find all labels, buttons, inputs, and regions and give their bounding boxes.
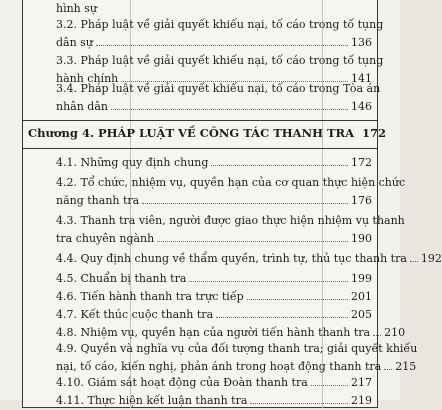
toc-entry bbox=[56, 340, 418, 376]
toc-page-number: 205 bbox=[351, 308, 372, 321]
toc-entry-text: dân sự bbox=[56, 36, 93, 49]
section-divider bbox=[22, 148, 378, 149]
toc-entry-text: 4.6. Tiến hành thanh tra trực tiếp bbox=[56, 290, 244, 303]
toc-entry-text: tra chuyên ngành bbox=[56, 232, 155, 245]
toc-entry bbox=[56, 80, 381, 116]
toc-page-number: 172 bbox=[351, 156, 372, 169]
toc-entry-text: 4.7. Kết thúc cuộc thanh tra bbox=[56, 308, 214, 321]
toc-entry-text: hình sự bbox=[56, 2, 97, 15]
toc-entry-text: 4.1. Những quy định chung bbox=[56, 156, 209, 169]
toc-entry bbox=[56, 374, 372, 392]
leader-dots bbox=[142, 203, 348, 204]
leader-dots bbox=[373, 335, 381, 336]
toc-entry-text: nại, tố cáo, kiến nghị, phản ánh trong hoạt động thanh tra bbox=[56, 360, 382, 373]
leader-dots bbox=[247, 299, 348, 300]
toc-entry-text: hành chính bbox=[56, 72, 119, 85]
toc-page-number: 215 bbox=[395, 360, 417, 373]
toc-page-number: 219 bbox=[351, 394, 372, 407]
toc-entry-text: 4.4. Quy định chung về thẩm quyền, trình tự, thủ tục thanh tra bbox=[56, 252, 407, 265]
toc-entry bbox=[56, 306, 372, 324]
toc-entry-text: 3.2. Pháp luật về giải quyết khiếu nại, tố cáo trong tố tụng bbox=[56, 18, 384, 31]
toc-entry-text: 3.4. Pháp luật về giải quyết khiếu nại, tố cáo trong Tòa án bbox=[56, 82, 381, 95]
toc-entry bbox=[56, 288, 372, 306]
toc-entry-text: 4.11. Thực hiện kết luận thanh tra bbox=[56, 394, 248, 407]
toc-entry bbox=[56, 212, 405, 248]
section-divider bbox=[22, 120, 378, 121]
leader-dots bbox=[211, 165, 348, 166]
toc-page-number: 136 bbox=[351, 36, 372, 49]
toc-entry bbox=[56, 392, 372, 410]
toc-entry bbox=[56, 16, 384, 52]
leader-dots bbox=[250, 403, 348, 404]
toc-page-number: 146 bbox=[351, 100, 372, 113]
toc-entry-text: 4.3. Thanh tra viên, người được giao thực hiện nhiệm vụ thanh bbox=[56, 214, 405, 227]
chapter-title: Chương 4. PHÁP LUẬT VỀ CÔNG TÁC THANH TRA bbox=[28, 126, 354, 140]
toc-entry-text: 3.3. Pháp luật về giải quyết khiếu nại, tố cáo trong tố tụng bbox=[56, 54, 384, 67]
leader-dots bbox=[157, 241, 348, 242]
toc-page-number: 201 bbox=[351, 290, 372, 303]
toc-entry bbox=[56, 250, 442, 268]
toc-entry-text: 4.2. Tổ chức, nhiệm vụ, quyền hạn của cơ quan thực hiện chức bbox=[56, 176, 406, 189]
toc-entry bbox=[56, 154, 372, 172]
leader-dots bbox=[410, 261, 418, 262]
toc-entry-text: năng thanh tra bbox=[56, 194, 140, 207]
toc-page-number: 176 bbox=[351, 194, 372, 207]
leader-dots bbox=[96, 45, 348, 46]
leader-dots bbox=[111, 109, 348, 110]
toc-page-number: 217 bbox=[351, 376, 372, 389]
toc-page-number: 199 bbox=[351, 272, 372, 285]
toc-entry bbox=[56, 174, 406, 210]
toc-page-number: 192 bbox=[420, 252, 442, 265]
toc-page-number: 210 bbox=[384, 326, 406, 339]
toc-entry-text: nhân dân bbox=[56, 100, 108, 113]
toc-page-number: 141 bbox=[351, 72, 372, 85]
leader-dots bbox=[216, 317, 348, 318]
toc-entry bbox=[56, 270, 372, 288]
leader-dots bbox=[384, 369, 392, 370]
toc-entry-text: 4.5. Chuẩn bị thanh tra bbox=[56, 272, 187, 285]
leader-dots bbox=[189, 281, 348, 282]
leader-dots bbox=[311, 385, 348, 386]
toc-page-number: 172 bbox=[362, 126, 387, 140]
toc-entry-text: 4.10. Giám sát hoạt động của Đoàn thanh tra bbox=[56, 376, 308, 389]
toc-entry-text: 4.8. Nhiệm vụ, quyền hạn của người tiến hành thanh tra bbox=[56, 326, 371, 339]
toc-entry-text: 4.9. Quyền và nghĩa vụ của đối tượng thanh tra; giải quyết khiếu bbox=[56, 342, 418, 355]
toc-page-number: 190 bbox=[351, 232, 372, 245]
chapter-heading bbox=[28, 124, 387, 142]
